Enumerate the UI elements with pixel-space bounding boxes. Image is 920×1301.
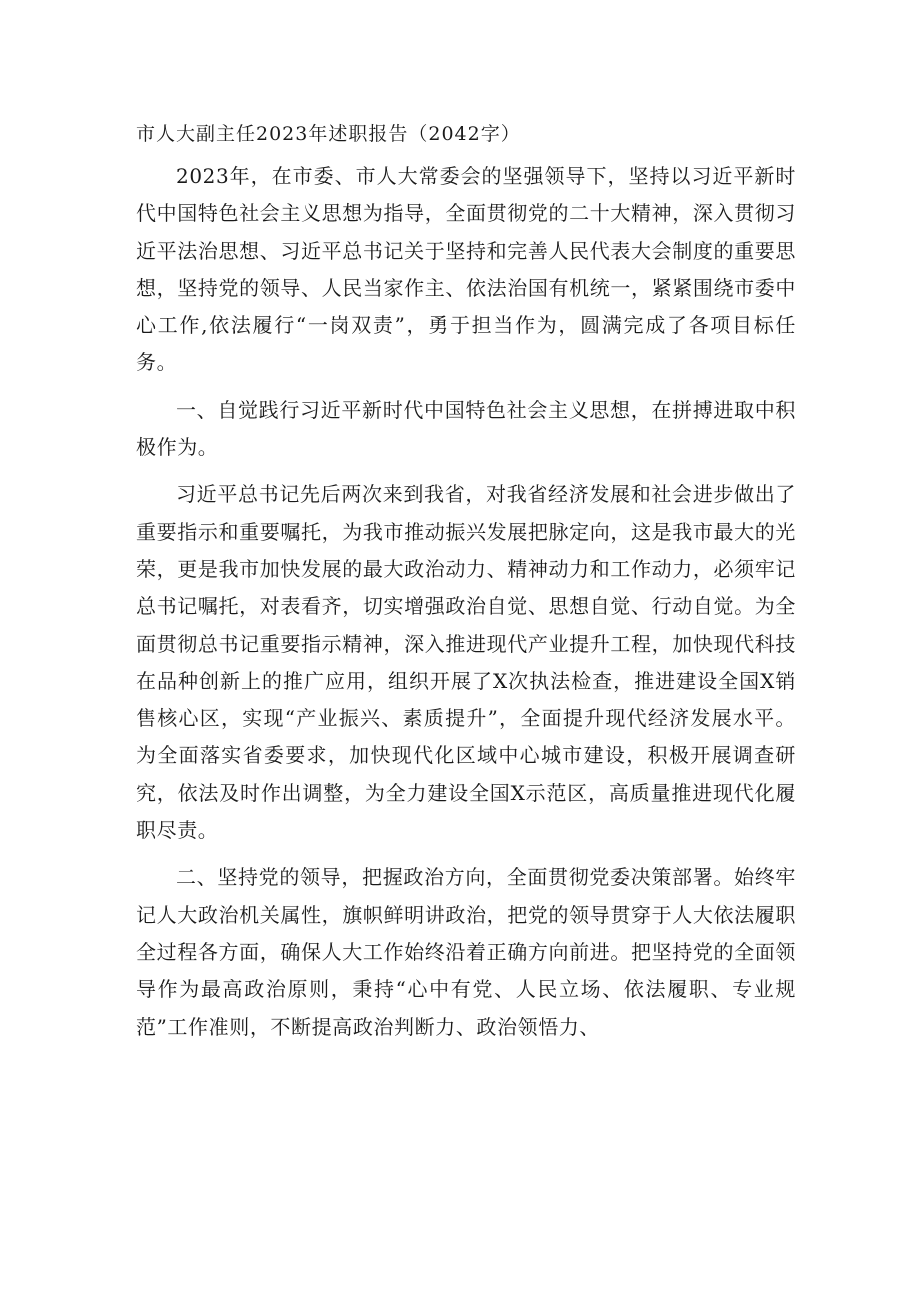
document-title: 市人大副主任2023年述职报告（2042字）	[136, 123, 521, 145]
document-page	[136, 118, 796, 1056]
paragraph-intro: 2023年，在市委、市人大常委会的坚强领导下，坚持以习近平新时代中国特色社会主义思想为指导，全面贯彻党的二十大精神，深入贯彻习近平法治思想、习近平总书记关于坚持和完善人民代表大会制度的重要思想，坚持党的领导、人民当家作主、依法治国有机统一，紧紧围绕市委中心工作,依法履行“一岗双责”，勇于担当作为，圆满完成了各项目标任务。	[136, 164, 796, 375]
paragraph-section-1-body: 习近平总书记先后两次来到我省，对我省经济发展和社会进步做出了重要指示和重要嘱托，为我市推动振兴发展把脉定向，这是我市最大的光荣，更是我市加快发展的最大政治动力、精神动力和工作动力，必须牢记总书记嘱托，对表看齐，切实增强政治自觉、思想自觉、行动自觉。为全面贯彻总书记重要指示精神，深入推进现代产业提升工程，加快现代科技在品种创新上的推广应用，组织开展了X次执法检查，推进建设全国X销售核心区，实现“产业振兴、素质提升”，全面提升现代经济发展水平。为全面落实省委要求，加快现代化区域中心城市建设，积极开展调查研究，依法及时作出调整，为全力建设全国X示范区，高质量推进现代化履职尽责。	[136, 482, 796, 843]
section-heading-2: 二、坚持党的领导，把握政治方向，全面贯彻党委决策部署。始终牢记人大政治机关属性，旗帜鲜明讲政治，把党的领导贯穿于人大依法履职全过程各方面，确保人大工作始终沿着正确方向前进。把坚持党的全面领导作为最高政治原则，秉持“心中有党、人民立场、依法履职、专业规范”工作准则，不断提高政治判断力、政治领悟力、	[136, 865, 796, 1039]
section-heading-1: 一、自觉践行习近平新时代中国特色社会主义思想，在拼搏进取中积极作为。	[136, 397, 796, 460]
